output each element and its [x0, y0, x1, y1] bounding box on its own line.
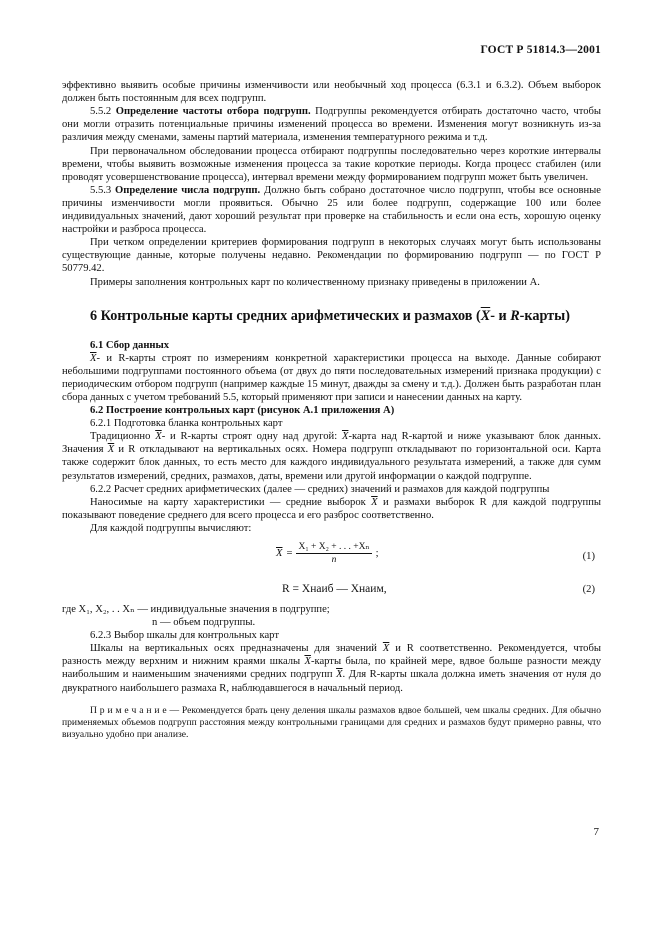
x-bar-symbol: $\overline{X}$ [480, 307, 491, 324]
fraction-denominator: n [331, 555, 337, 565]
clause-title: Определение частоты отбора подгрупп. [115, 106, 311, 118]
subsection-title: 6.1 Сбор данных [90, 339, 170, 351]
standard-header: ГОСТ Р 51814.3—2001 [480, 44, 601, 56]
subsection-6-2-2-heading: 6.2.2 Расчет средних арифметических (далее — средних) значений и размахов для каждой подгруппы [90, 483, 550, 495]
x-bar-symbol: $\overline{X}$ [90, 352, 97, 364]
heading-text: 6 Контрольные карты средних арифметических и размахов ( [90, 307, 481, 324]
heading-text: - и [490, 307, 511, 324]
formula-2 [62, 581, 601, 601]
paragraph-6-2-2 [62, 496, 601, 522]
paragraph-text: и размахи выборок R для каждой подгруппы показывают поведение среднего для всего процесса и его разброс соответственно. [62, 496, 601, 521]
fraction [296, 541, 371, 566]
subsection-6-2-heading [62, 404, 601, 417]
clause-number: 5.5.3 [90, 184, 112, 196]
clause-text: Подгруппы рекомендуется отбирать достаточно часто, чтобы они могли отразить потенциальные причины изменений процесса во времени. Изменения могут возникнуть из-за различия между сменами, замены партий материала, изменения температурного режима и т.д. [62, 106, 601, 144]
paragraph-text: и R соответственно. Рекомендуется, чтобы разность между верхним и нижним краями шкалы [62, 643, 601, 668]
paragraph-text: . Для R-карты шкала должна иметь значения от нуля до двукратного наибольшего размаха R, наблюдавшегося в начальный период. [62, 669, 601, 694]
paragraph-6-1 [62, 352, 601, 404]
x-bar-symbol: $\overline{X}$ [304, 656, 311, 668]
x-bar-symbol: $\overline{X}$ [382, 643, 390, 655]
subsection-6-2-3-heading: 6.2.3 Выбор шкалы для контрольных карт [90, 630, 279, 642]
x-bar-symbol: $\overline{X}$ [371, 496, 378, 508]
where-line-1: где X₁, X₂, . . Xₙ — индивидуальные значения в подгруппе; [62, 604, 330, 615]
range-formula: R = Xнаиб — Xнаим, [282, 583, 387, 595]
paragraph-criteria: При четком определении критериев формирования подгрупп в некоторых случаях могут быть использованы существующие данные, которые получены недавно. Рекомендации по формированию подгрупп — по ГОСТ Р 50779.42. [62, 237, 601, 275]
formula-1 [62, 541, 601, 573]
clause-title: Определение числа подгрупп. [114, 184, 261, 196]
subsection-6-1-heading [62, 339, 601, 352]
paragraph-examples: Примеры заполнения контрольных карт по количественному признаку приведены в приложении А. [90, 276, 540, 288]
x-bar-symbol: $\overline{X}$ [107, 444, 115, 456]
paragraph-continuation: эффективно выявить особые причины изменчивости или необычный ход процесса (6.3.1 и 6.3.2). Объем выборок должен быть постоянным для всех подгрупп. [62, 80, 601, 105]
x-bar-symbol: $\overline{X}$ [155, 431, 162, 443]
section-6-heading [90, 307, 601, 325]
page-number: 7 [593, 826, 599, 838]
paragraph-6-2-3 [62, 642, 601, 694]
x-bar-symbol: $\overline{X}$ [276, 547, 283, 559]
paragraph-5-5-3 [62, 184, 601, 236]
subsection-title: 6.2 Построение контрольных карт (рисунок А.1 приложения А) [90, 405, 395, 417]
paragraph-5-5-2 [62, 105, 601, 144]
paragraph-initial-survey: При первоначальном обследовании процесса отбирают подгруппы последовательно через короткие интервалы времени, чтобы выявить возможные изменения процесса за такие короткие периоды. Когда процесс стабилен (или проводят усовершенствование процесса), интервал времени между формированием подгрупп может быть увеличен. [62, 145, 601, 183]
r-symbol: R [510, 307, 520, 324]
clause-text: Должно быть собрано достаточное число подгрупп, чтобы все основные причины изменчивости могли проявиться. Обычно 25 или более подгрупп, содержащие 100 или более индивидуальных значений, дают хороший результат при проверке на стабильность и если она есть, хорошую оценку настройки и разброса процесса. [62, 184, 601, 236]
paragraph-text: - и R-карты строят по измерениям конкретной характеристики процесса на выходе. Данные собирают небольшими подгруппами постоянного объема (от двух до пяти последовательных измерений признака продукции) с периодическим отбором подгрупп (например каждые 15 минут, дважды за смену и т.д.). Должен быть разработан план сбора данных с учетом требований 5.5, который применяют при записи и нанесении данных на карту. [62, 352, 601, 403]
paragraph-text: Наносимые на карту характеристики — средние выборок [90, 496, 372, 508]
note-paragraph: П р и м е ч а н и е — Рекомендуется брать цену деления шкалы размахов вдвое большей, чем шкалы средних. Для обычно применяемых объемов подгрупп расстояния между контрольными границами для средних и размахов будут примерно равны, что визуально удобно при анализе. [62, 704, 601, 741]
where-line-2: n — объем подгруппы. [152, 617, 256, 629]
paragraph-text: -карты была, по крайней мере, вдвое больше разности между наибольшим и наименьшим значениями средних подгрупп [62, 656, 601, 681]
paragraph-text: - и R-карты строят одну над другой: [161, 431, 342, 443]
clause-number: 5.5.2 [90, 106, 112, 118]
equals-sign: = [286, 547, 293, 559]
paragraph-6-2-1 [62, 430, 601, 482]
equation-number: (2) [582, 584, 595, 595]
paragraph-text: -карта над R-картой и ниже указывают блок данных. Значения [62, 431, 601, 456]
paragraph-text: и R откладывают на вертикальных осях. Номера подгрупп откладывают по горизонтальной оси. Карта также содержит блок данных, то есть место для каждого индивидуального результата измерений, а также для сумм результатов измерений, средних, размахов, даты, времени или другой информации о каждой подгруппе. [62, 444, 601, 482]
paragraph-text: Традиционно [90, 431, 156, 443]
x-bar-symbol: $\overline{X}$ [336, 669, 343, 681]
equation-number: (1) [582, 551, 595, 562]
formula-punctuation: ; [375, 547, 379, 559]
paragraph-text: Шкалы на вертикальных осях предназначены для значений [90, 643, 383, 655]
paragraph-calc-intro: Для каждой подгруппы вычисляют: [90, 522, 252, 534]
heading-text: -карты) [519, 307, 570, 324]
x-bar-symbol: $\overline{X}$ [341, 431, 349, 443]
mean-formula [276, 541, 379, 566]
subsection-6-2-1-heading: 6.2.1 Подготовка бланка контрольных карт [90, 418, 283, 430]
fraction-numerator: X₁ + X₂ + . . . +Xₙ [298, 542, 370, 552]
